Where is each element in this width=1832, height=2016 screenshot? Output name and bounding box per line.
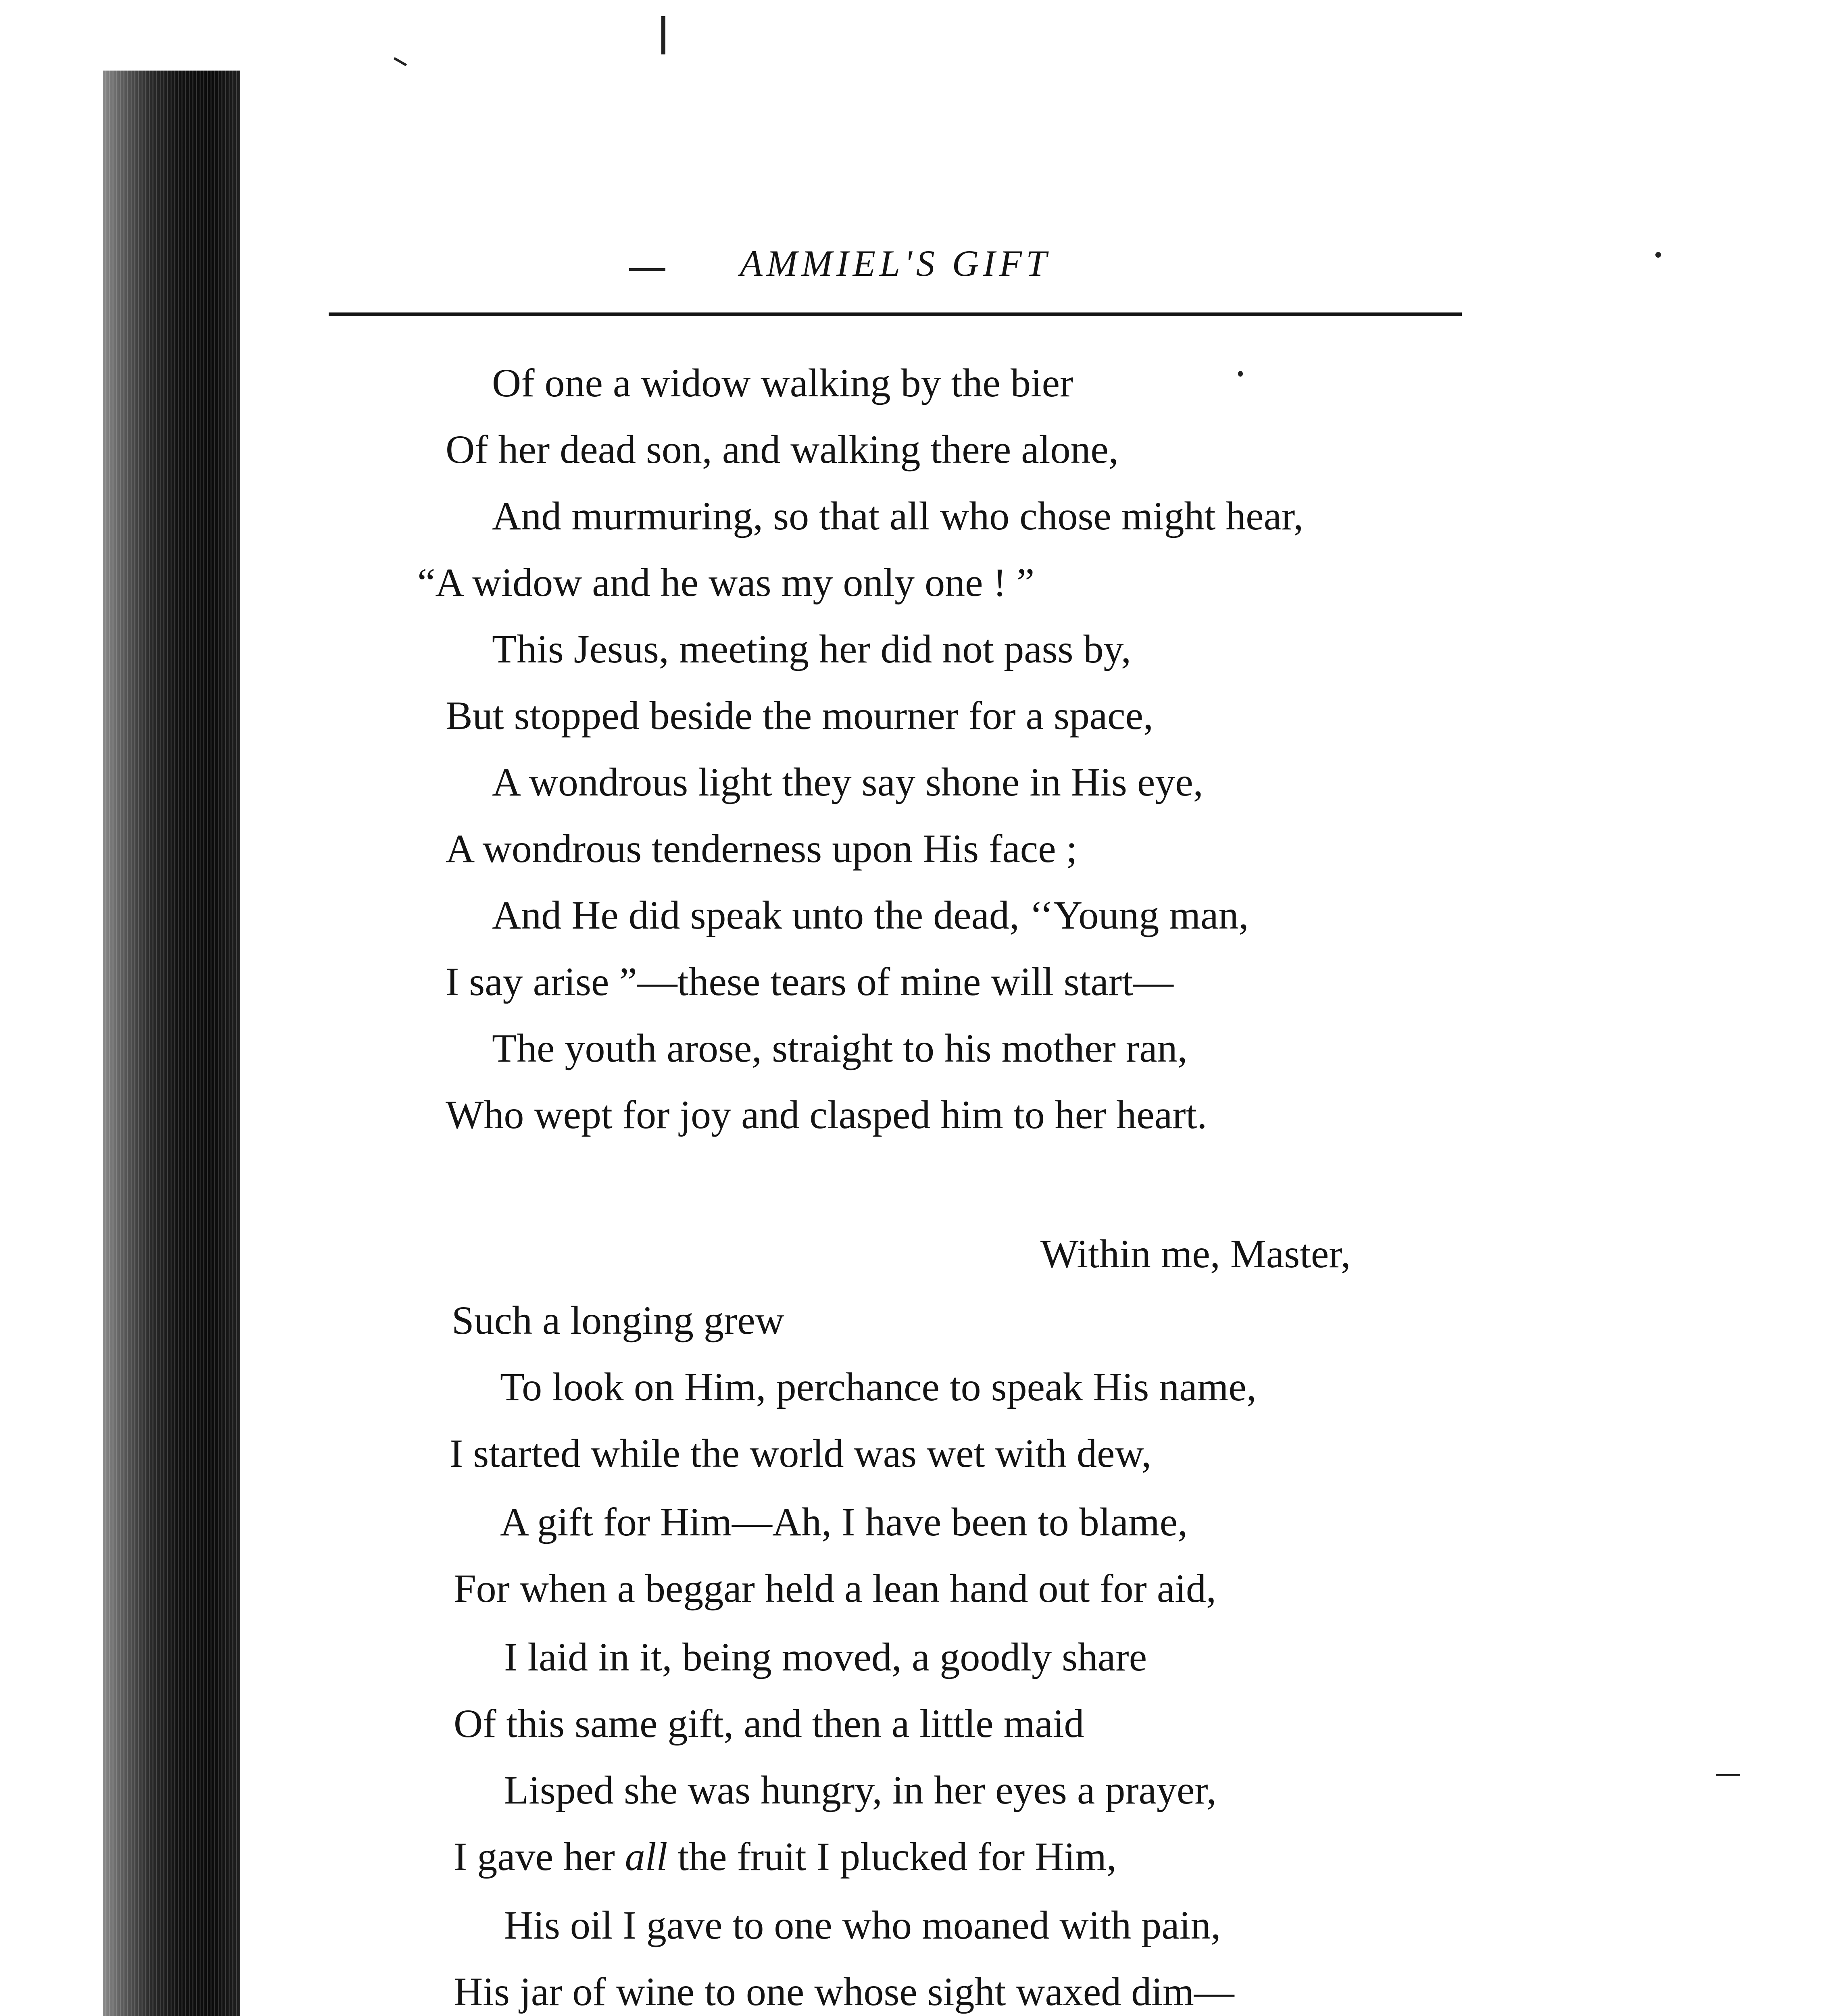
scan-gutter-shadow [103, 71, 240, 2016]
stray-mark [1238, 371, 1243, 377]
header-rule [329, 312, 1462, 316]
verse-line: His jar of wine to one whose sight waxed dim— [454, 1969, 1234, 2014]
verse-line: Of her dead son, and walking there alone, [446, 427, 1119, 472]
verse-text: I gave her [454, 1834, 625, 1879]
verse-line: I started while the world was wet with dew, [450, 1431, 1152, 1476]
emphasized-word: all [625, 1834, 668, 1879]
verse-text: the fruit I plucked for Him, [667, 1834, 1117, 1879]
verse-line-emphasis [454, 1834, 1117, 1879]
verse-line: This Jesus, meeting her did not pass by, [492, 627, 1132, 671]
stray-mark [1655, 252, 1661, 258]
verse-line: “A widow and he was my only one ! ” [417, 560, 1035, 605]
verse-line: I laid in it, being moved, a goodly share [504, 1635, 1147, 1679]
stray-mark [1716, 1774, 1740, 1776]
verse-line: A gift for Him—Ah, I have been to blame, [500, 1500, 1188, 1544]
verse-line: His oil I gave to one who moaned with pain, [504, 1903, 1221, 1947]
verse-line: Of this same gift, and then a little maid [454, 1701, 1084, 1746]
verse-line: A wondrous tenderness upon His face ; [446, 826, 1078, 871]
verse-line: A wondrous light they say shone in His eye, [492, 760, 1203, 804]
verse-line: For when a beggar held a lean hand out for aid, [454, 1566, 1217, 1611]
verse-line: Lisped she was hungry, in her eyes a prayer, [504, 1768, 1217, 1812]
verse-line: And He did speak unto the dead, ‘‘Young man, [492, 893, 1249, 937]
verse-line: Who wept for joy and clasped him to her heart. [446, 1092, 1207, 1137]
verse-line: Such a longing grew [452, 1298, 784, 1343]
running-header: AMMIEL'S GIFT [740, 243, 1051, 284]
verse-line-opening: Within me, Master, [1040, 1231, 1351, 1276]
verse-line: Of one a widow walking by the bier [492, 360, 1073, 405]
verse-line: And murmuring, so that all who chose might hear, [492, 494, 1304, 538]
verse-line: The youth arose, straight to his mother ran, [492, 1026, 1188, 1070]
verse-line: I say arise ”—these tears of mine will start— [446, 959, 1173, 1004]
verse-line: To look on Him, perchance to speak His name, [500, 1364, 1257, 1409]
verse-line: But stopped beside the mourner for a space, [446, 693, 1154, 738]
stray-mark [661, 16, 665, 54]
stray-mark [394, 57, 407, 67]
